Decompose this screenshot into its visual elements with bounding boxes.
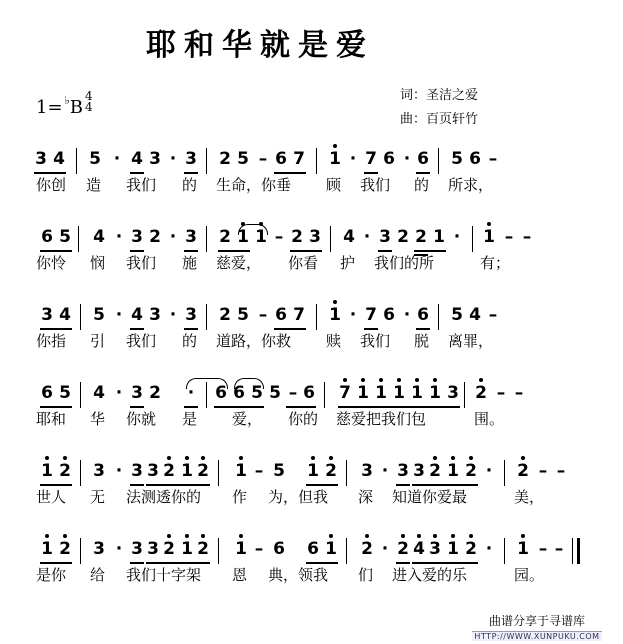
score-row-3: [0, 300, 623, 360]
note: 2: [58, 540, 72, 558]
note: 7: [365, 149, 377, 169]
note: 5: [89, 149, 101, 169]
lyric-syllable: 你创: [36, 176, 67, 194]
lyric-syllable: 们: [358, 566, 374, 584]
note: 5: [251, 383, 263, 403]
lyric-syllable: 华: [90, 410, 106, 428]
lyric-syllable: 是你: [36, 566, 67, 584]
song-title: 耶和华就是爱: [146, 28, 374, 63]
note: 2: [196, 462, 210, 480]
note: 6: [233, 383, 245, 403]
lyric-syllable: 是: [182, 410, 198, 428]
lyric-syllable: 所求，: [448, 176, 494, 194]
notation-line: [0, 534, 623, 564]
note-dash: –: [538, 539, 548, 559]
lyric-syllable: 给: [90, 566, 106, 584]
note-dot: ·: [485, 539, 493, 559]
note: 1: [324, 540, 338, 558]
note: 3: [185, 305, 197, 325]
lyric-syllable: 进入爱的乐: [392, 566, 468, 584]
note: 3: [149, 149, 161, 169]
note: 2: [149, 227, 161, 247]
meter-top: 4: [84, 89, 93, 103]
lyric-syllable: 道路，你救: [216, 332, 292, 350]
note-dash: –: [504, 227, 514, 247]
note: 5: [237, 149, 249, 169]
meter-bottom: 4: [84, 100, 93, 114]
note-dash: –: [258, 149, 268, 169]
note: 6: [275, 305, 287, 325]
lyric-syllable: 造: [86, 176, 102, 194]
lyric-syllable: 你指: [36, 332, 67, 350]
lyric-syllable: 我们十字架: [126, 566, 202, 584]
lyrics-line: [0, 564, 623, 588]
note: 3: [93, 461, 105, 481]
note: 6: [417, 149, 429, 169]
barline: [464, 382, 465, 408]
note: 2: [397, 227, 409, 247]
note: 4: [59, 305, 71, 325]
note: 6: [417, 305, 429, 325]
note-dot: ·: [381, 461, 389, 481]
note: 3: [397, 461, 409, 481]
note: 6: [383, 305, 395, 325]
lyric-syllable: 脱: [414, 332, 430, 350]
note: 3: [447, 383, 459, 403]
lyric-syllable: 为，但我: [268, 488, 329, 506]
note: 3: [185, 227, 197, 247]
lyric-syllable: 美，: [514, 488, 545, 506]
note-dot: ·: [381, 539, 389, 559]
lyric-syllable: 有；: [480, 254, 511, 272]
barline: [504, 460, 505, 486]
note-dot: ·: [169, 149, 177, 169]
note: 5: [273, 461, 285, 481]
time-signature: [85, 91, 93, 113]
note: 5: [451, 149, 463, 169]
lyrics-line: [0, 174, 623, 198]
note: 3: [147, 461, 159, 481]
note: 2: [291, 227, 303, 247]
barline: [346, 538, 347, 564]
note: 2: [415, 227, 427, 247]
barline: [76, 148, 77, 174]
note-dash: –: [274, 227, 284, 247]
lyric-syllable: 我们: [126, 332, 157, 350]
note: 1: [234, 540, 248, 558]
lyric-syllable: 悯: [90, 254, 106, 272]
note: 3: [131, 383, 143, 403]
barline: [218, 460, 219, 486]
note: 4: [343, 227, 355, 247]
note: 3: [147, 539, 159, 559]
note: 5: [93, 305, 105, 325]
barline: [78, 226, 79, 252]
note: 1: [446, 462, 460, 480]
note: 1: [374, 384, 388, 402]
note: 1: [482, 228, 496, 246]
note-dot: ·: [113, 149, 121, 169]
note-dash: –: [254, 539, 264, 559]
note: 1: [40, 540, 54, 558]
note-dash: 5: [269, 383, 281, 403]
note: 3: [428, 540, 442, 558]
lyric-syllable: 赎: [326, 332, 342, 350]
note: 1: [234, 462, 248, 480]
lyric-syllable: 恩: [232, 566, 248, 584]
note: 1: [446, 540, 460, 558]
note-dot: ·: [403, 149, 411, 169]
lyric-syllable: 无: [90, 488, 106, 506]
note: 4: [131, 305, 143, 325]
note-dot: ·: [169, 227, 177, 247]
lyric-syllable: 法测透你的: [126, 488, 202, 506]
lyric-syllable: 耶和: [36, 410, 67, 428]
note: 7: [338, 384, 352, 402]
note-dash: –: [538, 461, 548, 481]
note: 6: [273, 539, 285, 559]
note: 3: [131, 539, 143, 559]
note: 3: [93, 539, 105, 559]
note: 2: [464, 462, 478, 480]
composer-credit: 曲：百页轩竹: [400, 112, 479, 127]
note: 2: [396, 540, 410, 558]
notation-line: [0, 222, 623, 252]
lyric-syllable: 我们: [126, 176, 157, 194]
note: 2: [219, 227, 231, 247]
note: 2: [360, 540, 374, 558]
lyric-syllable: 围。: [474, 410, 505, 428]
note: 2: [219, 149, 231, 169]
note: 2: [219, 305, 231, 325]
note: 2: [196, 540, 210, 558]
note: 3: [131, 227, 143, 247]
lyric-syllable: 世人: [36, 488, 67, 506]
lyric-syllable: 知道你爱最: [392, 488, 468, 506]
barline: [472, 226, 473, 252]
note: 1: [356, 384, 370, 402]
barline: [218, 538, 219, 564]
note: ·: [187, 383, 195, 403]
note-dot: ·: [363, 227, 371, 247]
note: 1: [328, 150, 342, 168]
note: 7: [293, 305, 305, 325]
note-dash: –: [554, 539, 564, 559]
lyrics-line: [0, 486, 623, 510]
lyric-syllable: 的: [182, 176, 198, 194]
lyrics-line: [0, 252, 623, 276]
note-dot: ·: [349, 305, 357, 325]
note: 3: [309, 227, 321, 247]
note: 6: [215, 383, 227, 403]
note: 2: [324, 462, 338, 480]
note: 6: [383, 149, 395, 169]
note-dot: ·: [115, 383, 123, 403]
note: 1: [433, 227, 445, 247]
final-barline-thick: [577, 538, 580, 564]
barline: [80, 538, 81, 564]
note: 3: [361, 461, 373, 481]
lyric-syllable: 爱，: [232, 410, 263, 428]
note: 1: [392, 384, 406, 402]
note: 7: [365, 305, 377, 325]
lyric-syllable: 你就: [126, 410, 157, 428]
barline: [316, 148, 317, 174]
lyric-syllable: 典，领我: [268, 566, 329, 584]
note: 4: [93, 227, 105, 247]
note: 4: [53, 149, 65, 169]
note-dash: –: [556, 461, 566, 481]
key-note: B: [69, 97, 83, 118]
lyric-syllable: 的: [414, 176, 430, 194]
final-barline: [572, 538, 573, 564]
lyric-syllable: 我们: [360, 332, 391, 350]
note: 5: [237, 305, 249, 325]
note-dash: –: [258, 305, 268, 325]
note: 1: [236, 228, 250, 246]
note: 3: [185, 149, 197, 169]
note: 5: [59, 383, 71, 403]
lyric-syllable: 你看: [288, 254, 319, 272]
note: 3: [413, 461, 425, 481]
note: 7: [293, 149, 305, 169]
note: 4: [131, 149, 143, 169]
tie-slur: [238, 224, 268, 235]
note: 6: [275, 149, 287, 169]
barline: [504, 538, 505, 564]
tie-slur: [186, 378, 228, 389]
barline: [316, 304, 317, 330]
lyric-syllable: 护: [340, 254, 356, 272]
note: 5: [59, 227, 71, 247]
notation-line: [0, 300, 623, 330]
lyric-syllable: 施: [182, 254, 198, 272]
note-dash: –: [488, 305, 498, 325]
note-dash: –: [488, 149, 498, 169]
lyric-syllable: 我们: [360, 176, 391, 194]
note: 3: [41, 305, 53, 325]
barline: [330, 226, 331, 252]
note: 5: [451, 305, 463, 325]
note: 2: [516, 462, 530, 480]
note: 1: [40, 462, 54, 480]
note: 3: [149, 305, 161, 325]
key-prefix: 1=: [36, 97, 63, 118]
note: 1: [180, 540, 194, 558]
note-dot: ·: [349, 149, 357, 169]
barline: [80, 460, 81, 486]
note: 2: [428, 462, 442, 480]
note-dash: –: [514, 383, 524, 403]
note: 1: [410, 384, 424, 402]
note: –: [288, 383, 298, 403]
note-dot: ·: [115, 305, 123, 325]
note-dash: –: [496, 383, 506, 403]
note: 6: [41, 227, 53, 247]
note-dash: –: [254, 461, 264, 481]
note-dash: –: [522, 227, 532, 247]
note: 6: [469, 149, 481, 169]
score-row-1: [0, 144, 623, 204]
barline: [206, 148, 207, 174]
note-dot: ·: [115, 227, 123, 247]
note: 6: [307, 539, 319, 559]
note: 1: [428, 384, 442, 402]
watermark-text: 曲谱分享于寻谱库: [488, 614, 585, 628]
watermark-url[interactable]: HTTP://WWW.XUNPUKU.COM: [472, 631, 602, 641]
barline: [324, 382, 325, 408]
key-signature: [36, 89, 93, 119]
note-dot: ·: [115, 539, 123, 559]
note: 3: [131, 461, 143, 481]
note-dot: ·: [115, 461, 123, 481]
note: 1: [180, 462, 194, 480]
lyric-syllable: 我们: [126, 254, 157, 272]
note: 2: [464, 540, 478, 558]
flat-sign-icon: ♭: [64, 94, 70, 107]
score-row-5: [0, 456, 623, 516]
lyric-syllable: 你怜: [36, 254, 67, 272]
note: 2: [58, 462, 72, 480]
barline: [206, 226, 207, 252]
lyric-syllable: 的: [182, 332, 198, 350]
note: 4: [412, 540, 426, 558]
score-row-4: [0, 378, 623, 438]
notation-line: [0, 456, 623, 486]
notation-line: [0, 144, 623, 174]
lyrics-line: [0, 408, 623, 432]
score-row-2: [0, 222, 623, 282]
lyric-syllable: 引: [90, 332, 106, 350]
lyric-syllable: 我们的所: [374, 254, 435, 272]
lyric-syllable: 作: [232, 488, 248, 506]
lyric-syllable: 园。: [514, 566, 545, 584]
note: 6: [303, 383, 315, 403]
note: 1: [306, 462, 320, 480]
note: 2: [162, 462, 176, 480]
note: 4: [469, 305, 481, 325]
notation-line: [0, 378, 623, 408]
note-dot: ·: [169, 305, 177, 325]
note: 1: [328, 306, 342, 324]
note: 6: [41, 383, 53, 403]
lyric-syllable: 生命，你垂: [216, 176, 292, 194]
lyricist-credit: 词：圣洁之爱: [400, 88, 479, 103]
note: 3: [379, 227, 391, 247]
note: 2: [474, 384, 488, 402]
lyric-syllable: 深: [358, 488, 374, 506]
barline: [438, 148, 439, 174]
score-row-6: [0, 534, 623, 594]
lyric-syllable: 慈爱把我们包: [336, 410, 427, 428]
note: 1: [254, 228, 268, 246]
barline: [346, 460, 347, 486]
tie-slur: [234, 378, 264, 389]
barline: [80, 304, 81, 330]
watermark-footer: [472, 612, 602, 641]
note-dot: ·: [485, 461, 493, 481]
note-dot: 2: [149, 383, 161, 403]
lyric-syllable: 慈爱，: [216, 254, 262, 272]
note: 1: [516, 540, 530, 558]
note-dot: ·: [403, 305, 411, 325]
note: 2: [162, 540, 176, 558]
barline: [80, 382, 81, 408]
barline: [438, 304, 439, 330]
barline: [206, 304, 207, 330]
lyric-syllable: 顾: [326, 176, 342, 194]
note: 4: [93, 383, 105, 403]
lyrics-line: [0, 330, 623, 354]
lyric-syllable: 你的: [288, 410, 319, 428]
note: 3: [35, 149, 47, 169]
note-dot: ·: [453, 227, 461, 247]
lyric-syllable: 离罪，: [448, 332, 494, 350]
